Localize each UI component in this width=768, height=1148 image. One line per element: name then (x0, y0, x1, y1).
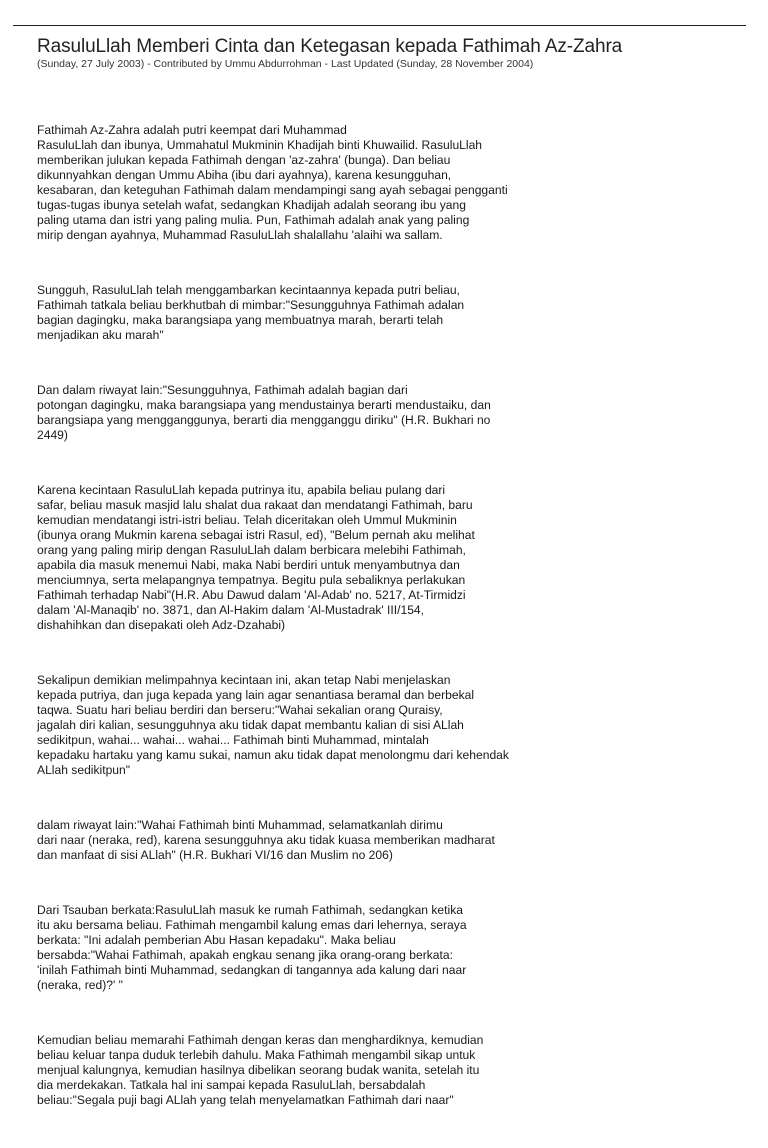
paragraph-line: dia merdekakan. Tatkala hal ini sampai kepada RasuluLlah, bersabdalah (37, 1078, 426, 1092)
paragraph-line: Kemudian beliau memarahi Fathimah dengan keras dan menghardiknya, kemudian (37, 1033, 484, 1047)
paragraph-line: 'inilah Fathimah binti Muhammad, sedangkan di tangannya ada kalung dari naar (37, 963, 467, 977)
paragraph-line: kesabaran, dan keteguhan Fathimah dalam mendampingi sang ayah sebagai pengganti (37, 183, 508, 197)
article-paragraph (37, 1033, 557, 1108)
paragraph-line: kepada putriya, dan juga kepada yang lain agar senantiasa beramal dan berbekal (37, 688, 475, 702)
article-paragraph (37, 383, 557, 443)
header-rule (13, 25, 746, 26)
article-meta: (Sunday, 27 July 2003) - Contributed by Ummu Abdurrohman - Last Updated (Sunday, 28 November 2004) (37, 58, 534, 70)
paragraph-line: (neraka, red)?' " (37, 978, 123, 992)
paragraph-line: taqwa. Suatu hari beliau berdiri dan berseru:"Wahai sekalian orang Quraisy, (37, 703, 443, 717)
paragraph-line: tugas-tugas ibunya setelah wafat, sedangkan Khadijah adalah seorang ibu yang (37, 198, 466, 212)
paragraph-line: orang yang paling mirip dengan RasuluLlah dalam berbicara melebihi Fathimah, (37, 543, 466, 557)
paragraph-line: itu aku bersama beliau. Fathimah mengambil kalung emas dari lehernya, seraya (37, 918, 467, 932)
paragraph-line: Fathimah terhadap Nabi"(H.R. Abu Dawud dalam 'Al-Adab' no. 5217, At-Tirmidzi (37, 588, 466, 602)
paragraph-line: menciumnya, serta melapangnya tempatnya. Begitu pula sebaliknya perlakukan (37, 573, 466, 587)
paragraph-line: berkata: "Ini adalah pemberian Abu Hasan kepadaku". Maka beliau (37, 933, 396, 947)
paragraph-line: dari naar (neraka, red), karena sesungguhnya aku tidak kuasa memberikan madharat (37, 833, 495, 847)
paragraph-line: Sungguh, RasuluLlah telah menggambarkan kecintaannya kepada putri beliau, (37, 283, 460, 297)
article-paragraph (37, 123, 557, 243)
paragraph-line: kepadaku hartaku yang kamu sukai, namun aku tidak dapat menolongmu dari kehendak (37, 748, 509, 762)
paragraph-line: bagian dagingku, maka barangsiapa yang membuatnya marah, berarti telah (37, 313, 444, 327)
paragraph-line: bersabda:"Wahai Fathimah, apakah engkau senang jika orang-orang berkata: (37, 948, 453, 962)
paragraph-line: beliau:"Segala puji bagi ALlah yang telah menyelamatkan Fathimah dari naar" (37, 1093, 454, 1107)
paragraph-line: apabila dia masuk menemui Nabi, maka Nabi berdiri untuk menyambutnya dan (37, 558, 460, 572)
paragraph-line: 2449) (37, 428, 68, 442)
paragraph-line: paling utama dan istri yang paling mulia. Pun, Fathimah adalah anak yang paling (37, 213, 470, 227)
paragraph-line: potongan dagingku, maka barangsiapa yang mendustainya berarti mendustaiku, dan (37, 398, 491, 412)
paragraph-line: dalam 'Al-Manaqib' no. 3871, dan Al-Hakim dalam 'Al-Mustadrak' III/154, (37, 603, 425, 617)
paragraph-line: beliau keluar tanpa duduk terlebih dahulu. Maka Fathimah mengambil sikap untuk (37, 1048, 476, 1062)
paragraph-line: Sekalipun demikian melimpahnya kecintaan ini, akan tetap Nabi menjelaskan (37, 673, 451, 687)
paragraph-line: menjadikan aku marah" (37, 328, 164, 342)
article-paragraph (37, 673, 557, 778)
paragraph-line: Fathimah Az-Zahra adalah putri keempat dari Muhammad (37, 123, 347, 137)
article-paragraph (37, 483, 557, 633)
paragraph-line: Dan dalam riwayat lain:"Sesungguhnya, Fathimah adalah bagian dari (37, 383, 408, 397)
paragraph-line: sedikitpun, wahai... wahai... wahai... Fathimah binti Muhammad, mintalah (37, 733, 429, 747)
paragraph-line: jagalah diri kalian, sesungguhnya aku tidak dapat membantu kalian di sisi ALlah (37, 718, 464, 732)
paragraph-line: safar, beliau masuk masjid lalu shalat dua rakaat dan mendatangi Fathimah, baru (37, 498, 473, 512)
paragraph-line: menjual kalungnya, kemudian hasilnya dibelikan seorang budak wanita, setelah itu (37, 1063, 480, 1077)
article (37, 36, 623, 1148)
paragraph-line: RasuluLlah dan ibunya, Ummahatul Mukminin Khadijah binti Khuwailid. RasuluLlah (37, 138, 483, 152)
paragraph-line: (ibunya orang Mukmin karena sebagai istri Rasul, ed), "Belum pernah aku melihat (37, 528, 475, 542)
paragraph-line: dan manfaat di sisi ALlah" (H.R. Bukhari VI/16 dan Muslim no 206) (37, 848, 393, 862)
paragraph-line: Dari Tsauban berkata:RasuluLlah masuk ke rumah Fathimah, sedangkan ketika (37, 903, 463, 917)
paragraph-line: Karena kecintaan RasuluLlah kepada putrinya itu, apabila beliau pulang dari (37, 483, 446, 497)
paragraph-line: Fathimah tatkala beliau berkhutbah di mimbar:"Sesungguhnya Fathimah adalan (37, 298, 465, 312)
paragraph-line: dikunnyahkan dengan Ummu Abiha (ibu dari ayahnya), karena kesungguhan, (37, 168, 452, 182)
paragraph-line: ALlah sedikitpun" (37, 763, 131, 777)
paragraph-line: kemudian mendatangi istri-istri beliau. Telah diceritakan oleh Ummul Mukminin (37, 513, 457, 527)
article-paragraph (37, 903, 557, 993)
article-title: RasuluLlah Memberi Cinta dan Ketegasan kepada Fathimah Az-Zahra (37, 36, 623, 57)
paragraph-line: mirip dengan ayahnya, Muhammad RasuluLlah shalallahu 'alaihi wa sallam. (37, 228, 443, 242)
paragraph-line: dishahihkan dan disepakati oleh Adz-Dzahabi) (37, 618, 286, 632)
paragraph-line: memberikan julukan kepada Fathimah dengan 'az-zahra' (bunga). Dan beliau (37, 153, 451, 167)
article-paragraph (37, 283, 557, 343)
paragraph-line: dalam riwayat lain:"Wahai Fathimah binti Muhammad, selamatkanlah dirimu (37, 818, 443, 832)
article-paragraph (37, 818, 557, 863)
paragraph-line: barangsiapa yang mengganggunya, berarti dia mengganggu diriku" (H.R. Bukhari no (37, 413, 491, 427)
article-body (37, 123, 557, 1108)
